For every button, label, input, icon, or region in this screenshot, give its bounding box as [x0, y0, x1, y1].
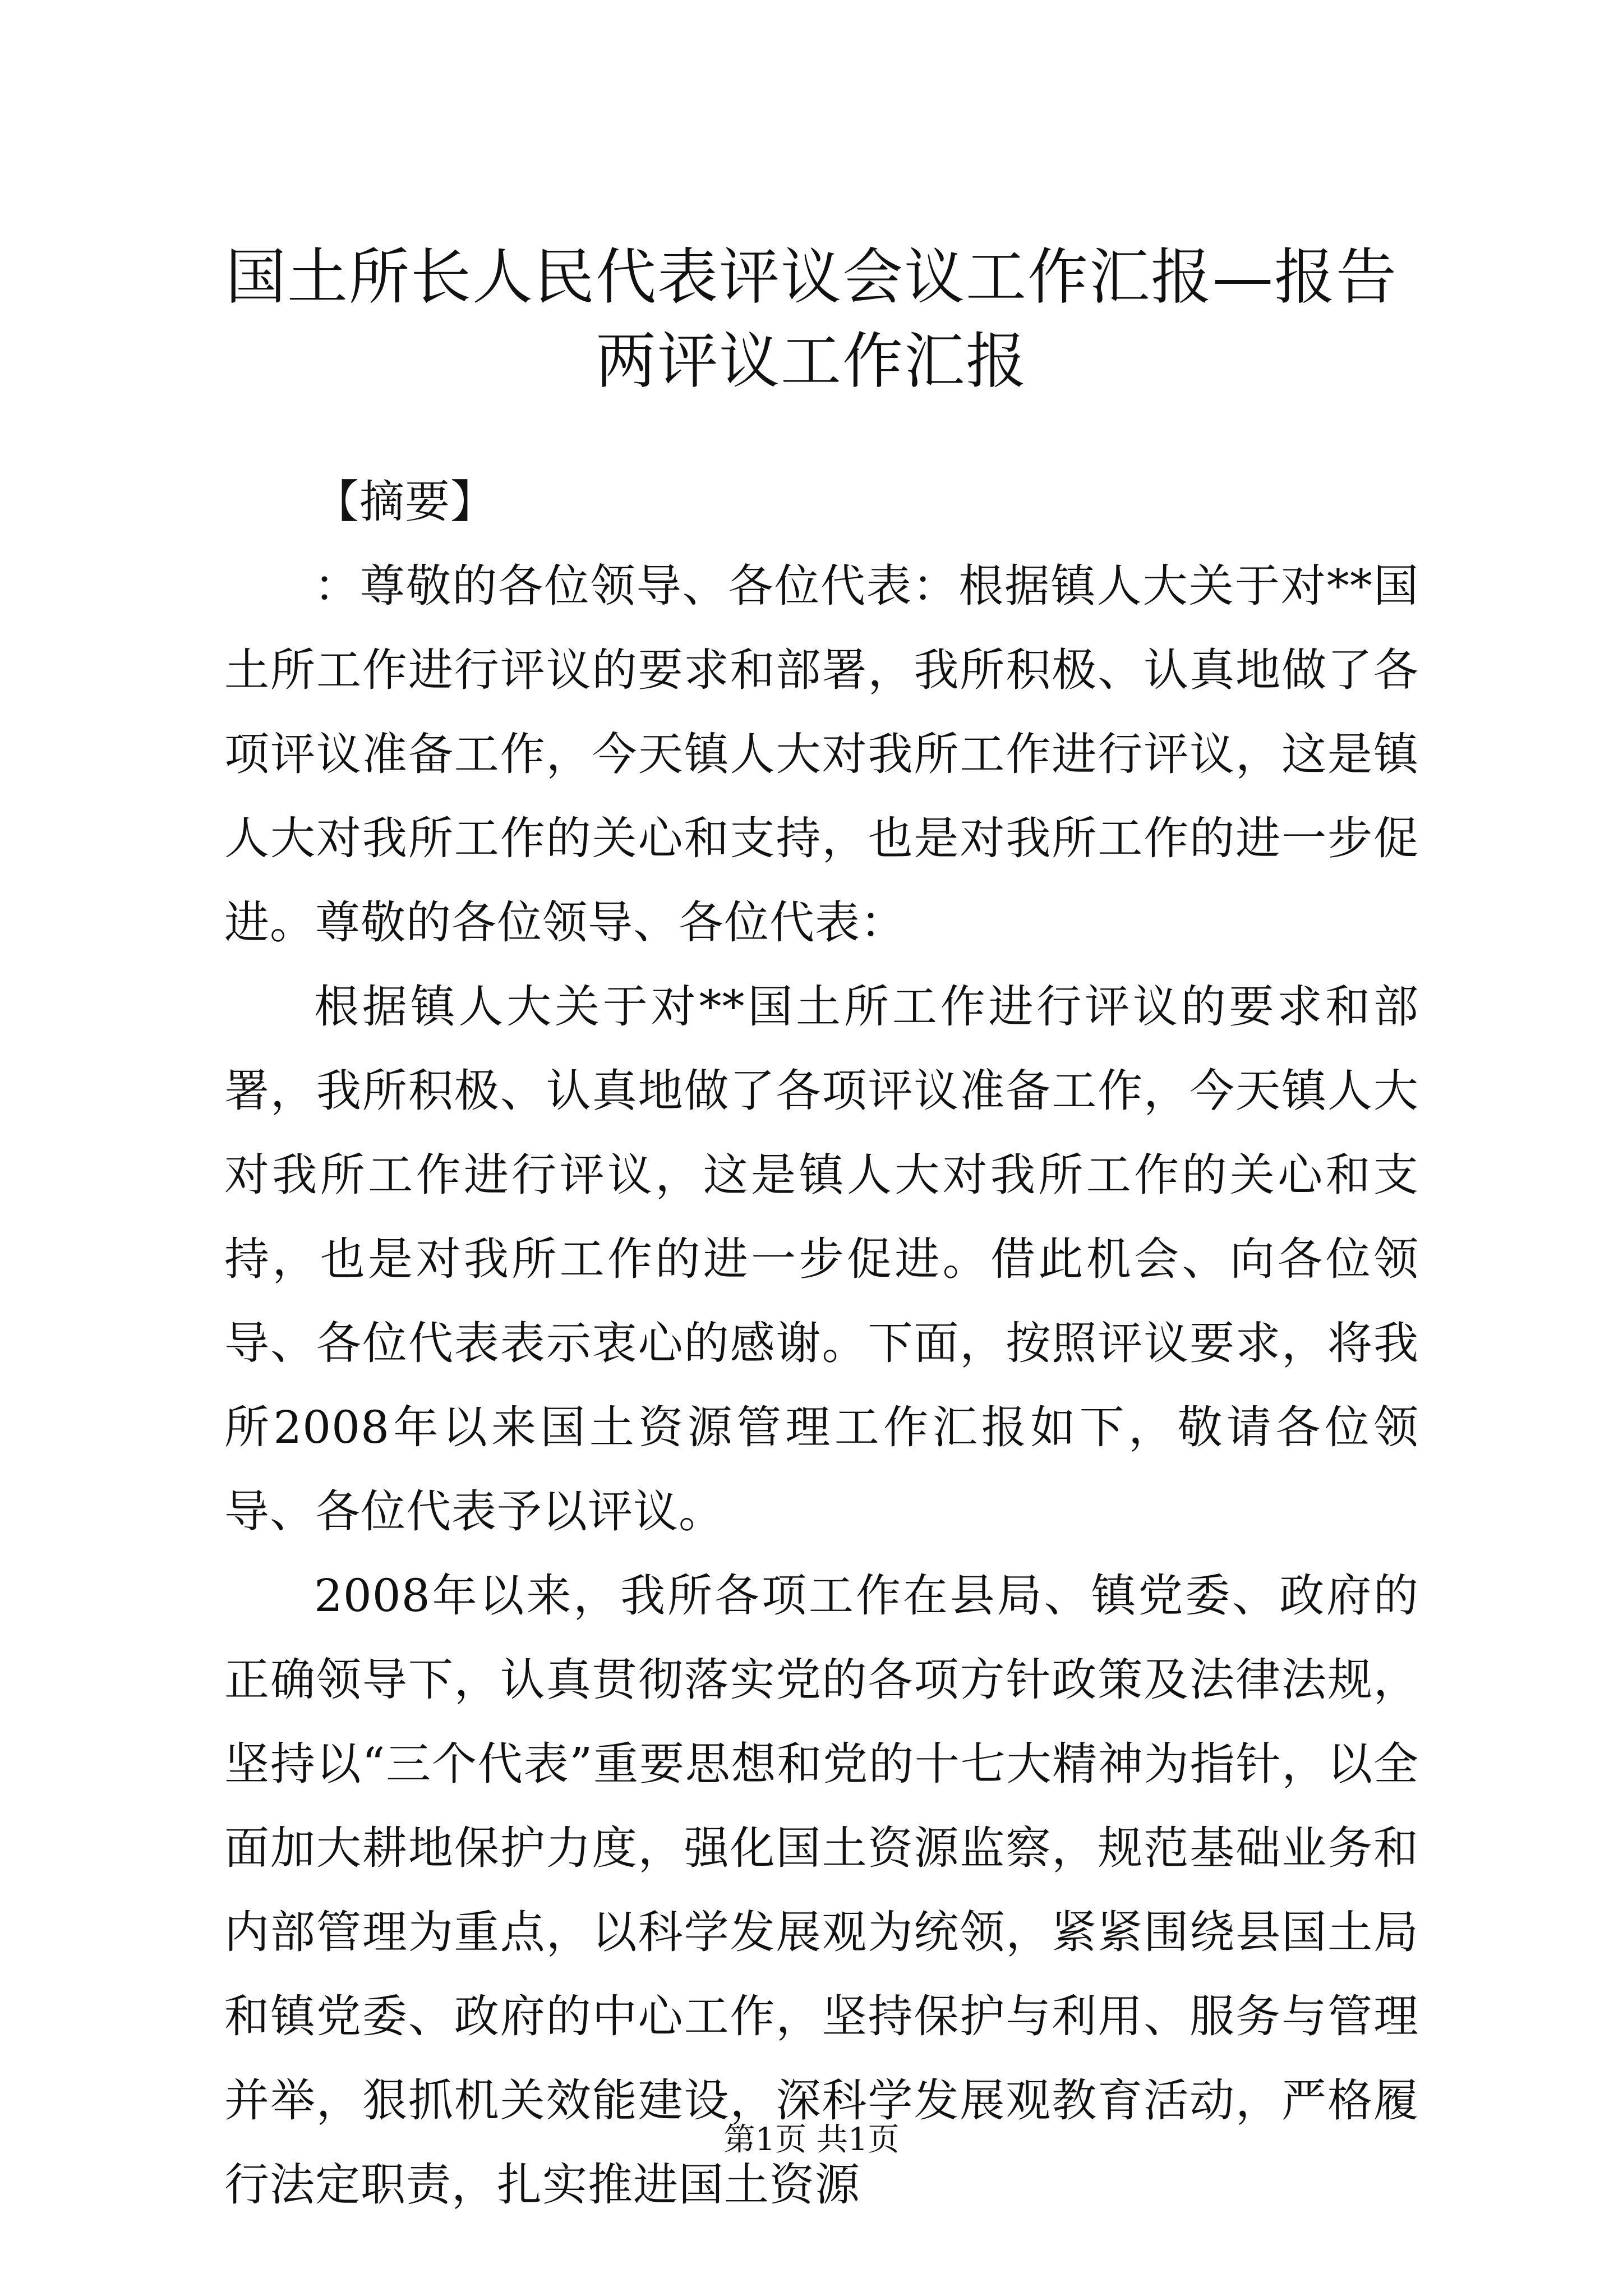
- document-body: [224, 460, 1419, 2227]
- page-footer: 第1页 共1页: [723, 2122, 900, 2158]
- paragraph-2: 根据镇人大关于对**国土所工作进行评议的要求和部署，我所积极、认真地做了各项评议准备工作，今天镇人大对我所工作进行评议，这是镇人大对我所工作的关心和支持，也是对我所工作的进一步促进。借此机会、向各位领导、各位代表表示衷心的感谢。下面，按照评议要求，将我所2008年以来国土资源管理工作汇报如下，敬请各位领导、各位代表予以评议。: [224, 981, 1419, 1538]
- abstract-heading: 【摘要】: [314, 476, 496, 528]
- paragraph-1: ：尊敬的各位领导、各位代表：根据镇人大关于对**国土所工作进行评议的要求和部署，我所积极、认真地做了各项评议准备工作，今天镇人大对我所工作进行评议，这是镇人大对我所工作的关心和支持，也是对我所工作的进一步促进。尊敬的各位领导、各位代表：: [224, 560, 1419, 949]
- paragraph-3: 2008年以来，我所各项工作在县局、镇党委、政府的正确领导下，认真贯彻落实党的各项方针政策及法律法规，坚持以“三个代表”重要思想和党的十七大精神为指针，以全面加大耕地保护力度，强化国土资源监察，规范基础业务和内部管理为重点，以科学发展观为统领，紧紧围绕县国土局和镇党委、政府的中心工作，坚持保护与利用、服务与管理并举，狠抓机关效能建设，深科学发展观教育活动，严格履行法定职责，扎实推进国土资源: [224, 1570, 1419, 2211]
- document-title: 国土所长人民代表评议会议工作汇报—报告两评议工作汇报: [225, 242, 1398, 397]
